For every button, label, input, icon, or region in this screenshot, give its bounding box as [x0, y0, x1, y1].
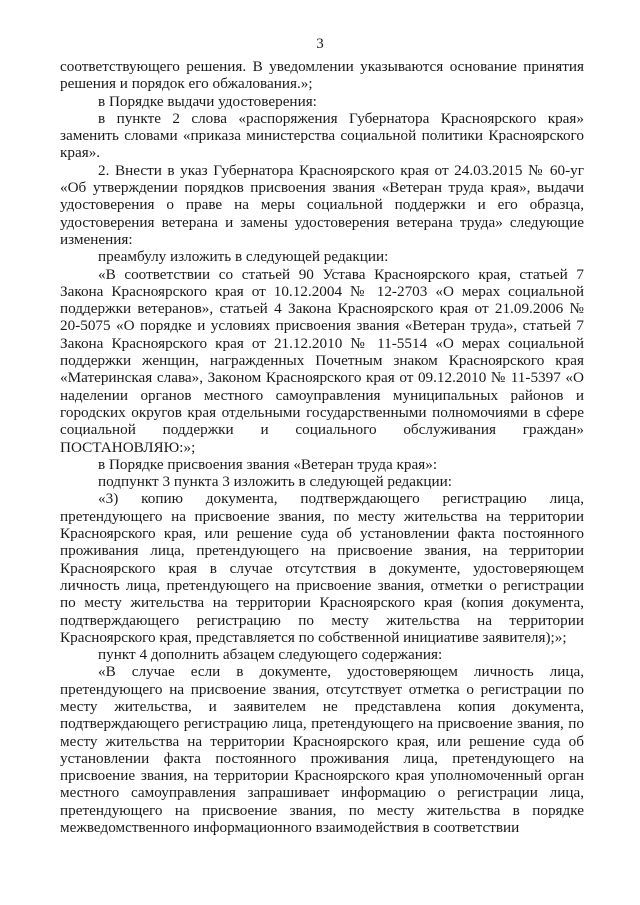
- paragraph-p10: пункт 4 дополнить абзацем следующего содержания:: [98, 646, 443, 664]
- paragraph-p3: в пункте 2 слова «распоряжения Губернатора Красноярского края» заменить словами «приказа министерства социальной политики Красноярского края».: [60, 109, 584, 162]
- paragraph-p9: «3) копию документа, подтверждающего регистрацию лица, претендующего на присвоение звания, по месту жительства на территории Красноярского края, или решение суда об установлении факта постоянного проживания лица, претендующего на присвоение звания, на территории Красноярского края в случае отсутствия в документе, удостоверяющем личность лица, претендующего на присвоение звания, отметки о регистрации по месту жительства на территории Красноярского края (копия документа, подтверждающего регистрацию по месту жительства на территории Красноярского края, представляется по собственной инициативе заявителя);»;: [60, 490, 584, 646]
- paragraph-p7: в Порядке присвоения звания «Ветеран труда края»:: [98, 455, 438, 473]
- paragraph-p4: 2. Внести в указ Губернатора Красноярского края от 24.03.2015 № 60-уг «Об утверждении порядков присвоения звания «Ветеран труда края», выдачи удостоверения о праве на меры социальной поддержки и его образца, удостоверения ветерана и замены удостоверения ветерана труда» следующие изменения:: [60, 161, 584, 248]
- page-number: 3: [316, 36, 324, 52]
- paragraph-p8: подпункт 3 пункта 3 изложить в следующей редакции:: [98, 473, 452, 491]
- paragraph-p2: в Порядке выдачи удостоверения:: [98, 92, 317, 110]
- paragraph-p5: преамбулу изложить в следующей редакции:: [98, 248, 389, 266]
- paragraph-p6: «В соответствии со статьей 90 Устава Красноярского края, статьей 7 Закона Красноярского края от 10.12.2004 № 12-2703 «О мерах социальной поддержки ветеранов», статьей 4 Закона Красноярского края от 21.09.2006 № 20-5075 «О порядке и условиях присвоения звания «Ветеран труда», статьей 7 Закона Красноярского края от 21.12.2010 № 11-5514 «О мерах социальной поддержки женщин, награжденных Почетным знаком Красноярского края «Материнская слава», Законом Красноярского края от 09.12.2010 № 11-5397 «О наделении органов местного самоуправления муниципальных районов и городских округов края отдельными государственными полномочиями в сфере социальной поддержки и социального обслуживания граждан» ПОСТАНОВЛЯЮ:»;: [60, 265, 584, 456]
- paragraph-p1: соответствующего решения. В уведомлении указываются основание принятия решения и порядок его обжалования.»;: [60, 58, 584, 93]
- paragraph-p11: «В случае если в документе, удостоверяющем личность лица, претендующего на присвоение звания, отсутствует отметка о регистрации по месту жительства, и заявителем не представлена копия документа, подтверждающего регистрацию лица, претендующего на присвоение звания, по месту жительства на территории Красноярского края, или решение суда об установлении факта постоянного проживания лица, претендующего на присвоение звания, на территории Красноярского края уполномоченный орган местного самоуправления запрашивает информацию о регистрации лица, претендующего на присвоение звания, по месту жительства в порядке межведомственного информационного взаимодействия в соответствии: [60, 663, 584, 837]
- document-body: [60, 58, 584, 836]
